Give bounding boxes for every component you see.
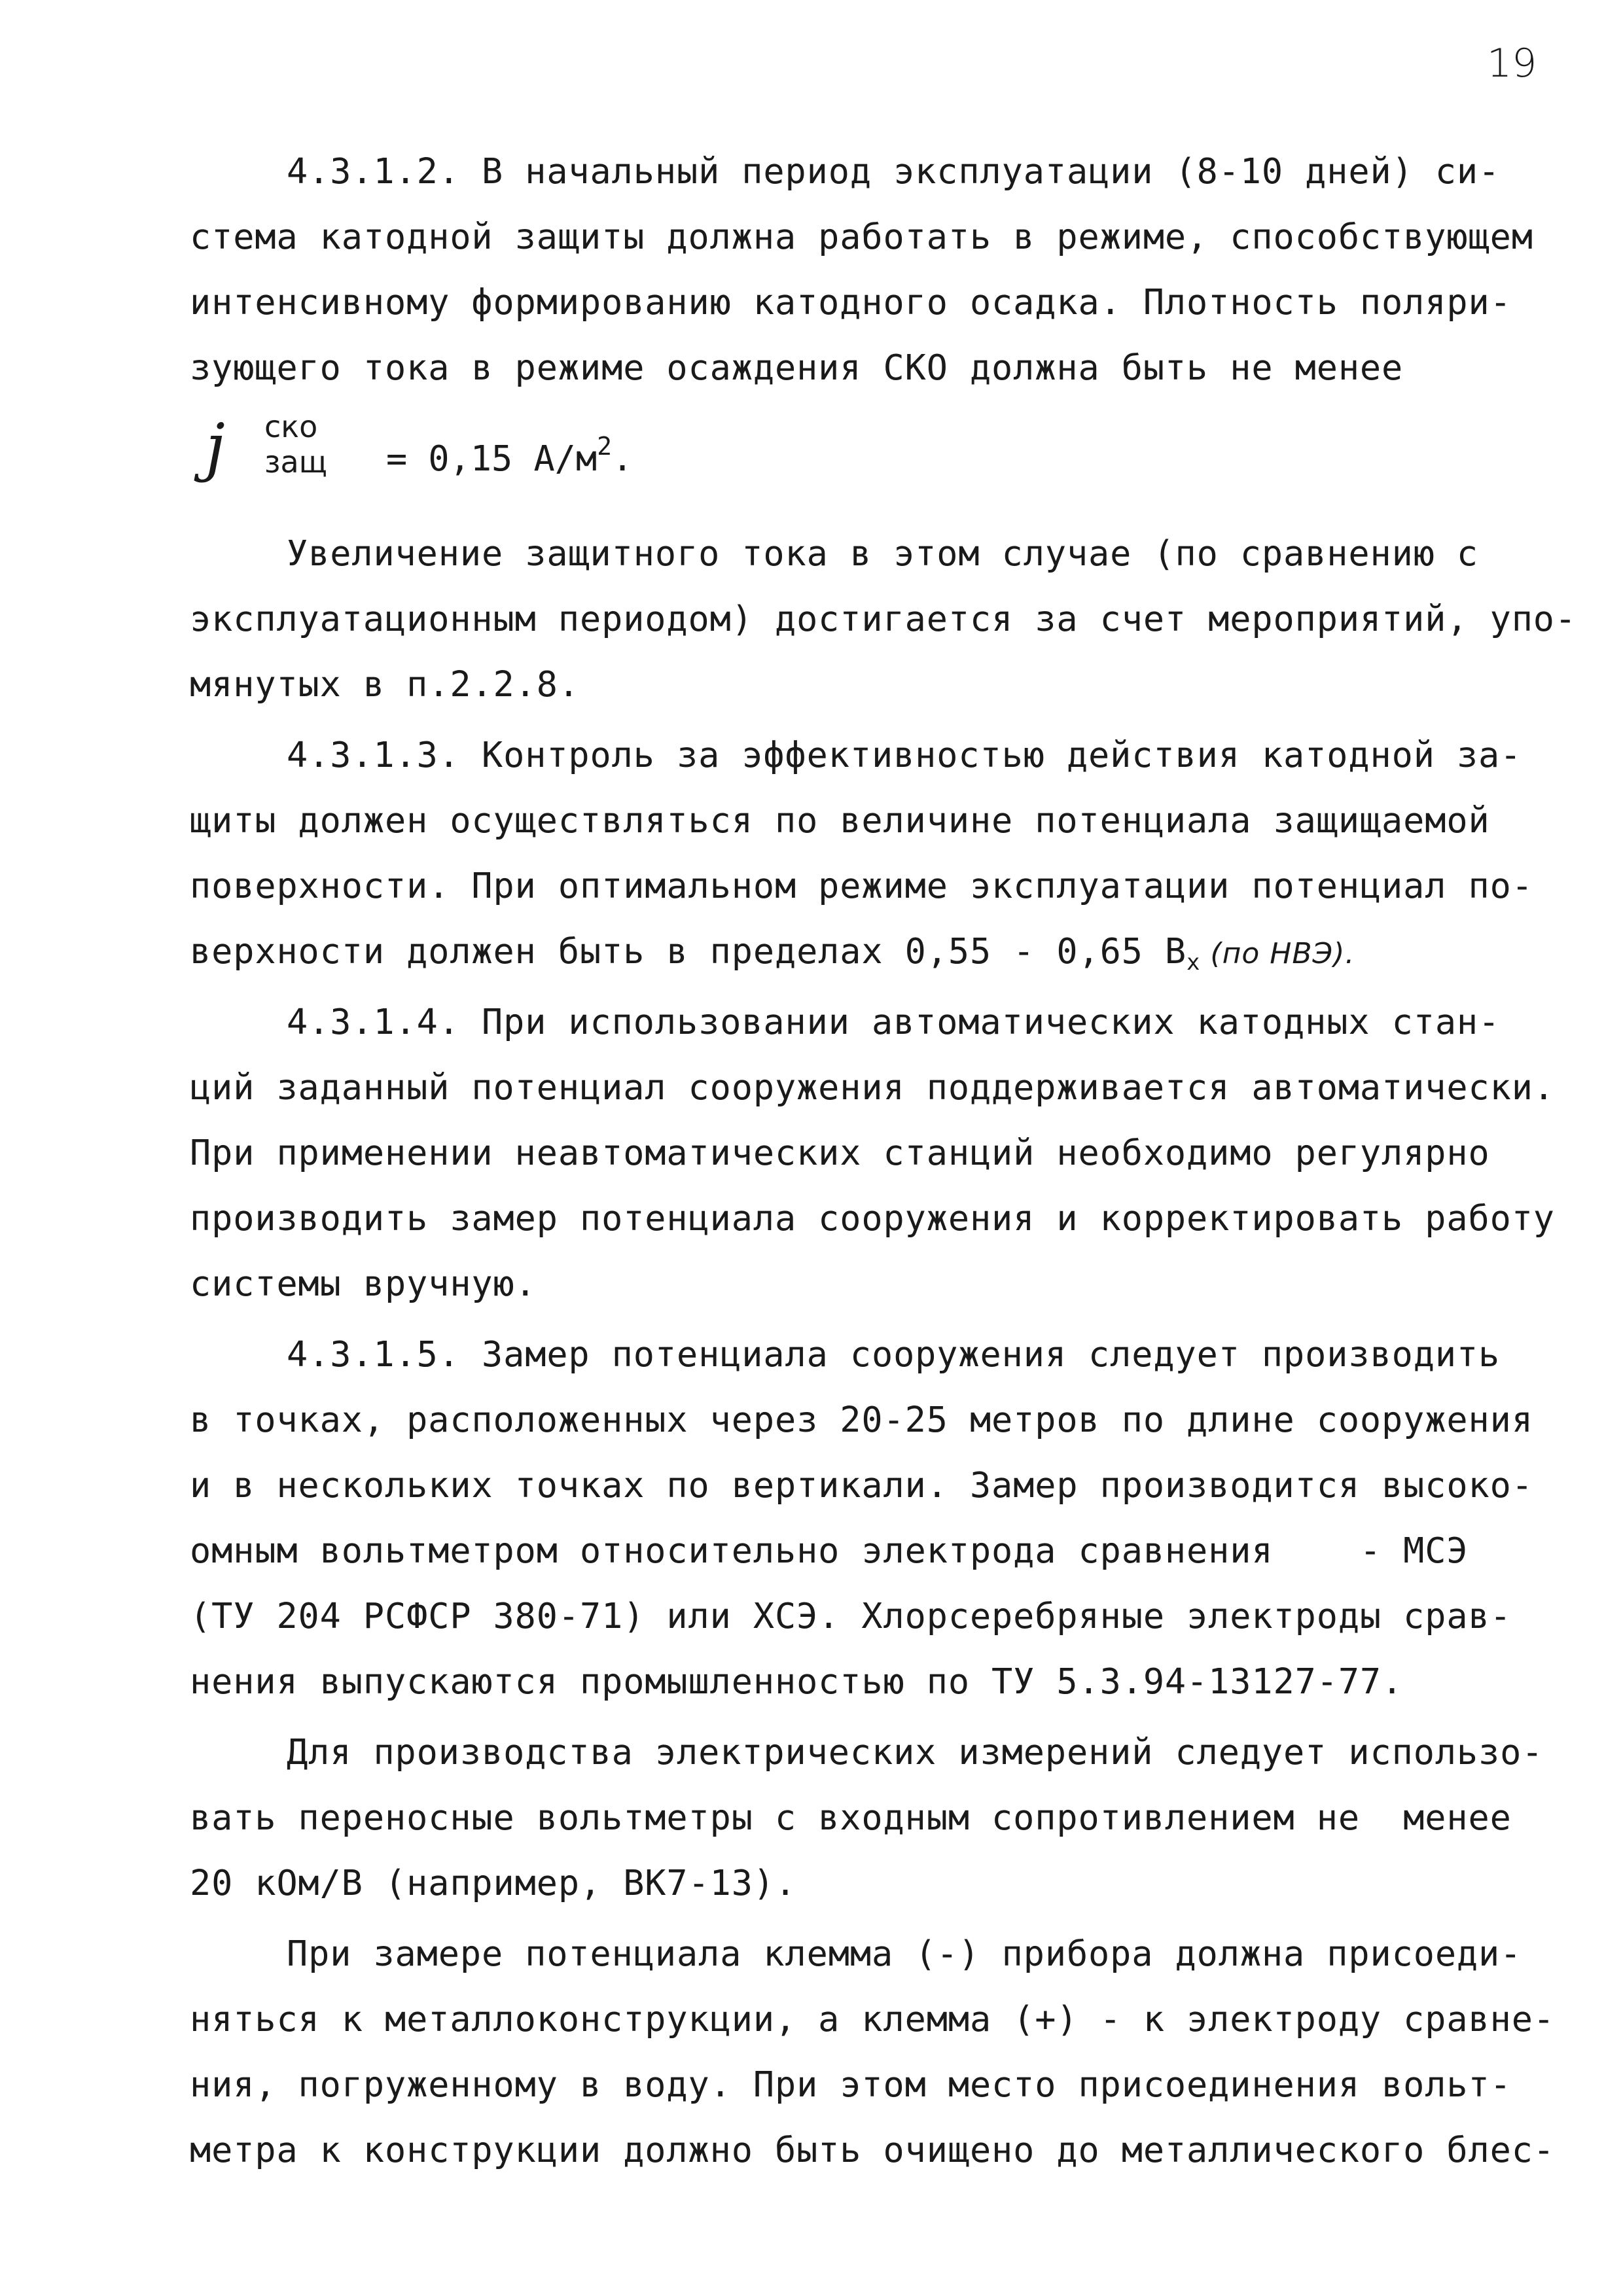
paragraph-4-3-1-3 xyxy=(190,722,1533,984)
formula-tail: . xyxy=(612,438,633,479)
text-line: (ТУ 204 РСФСР 380-71) или ХСЭ. Хлорсеребряные электроды срав- xyxy=(190,1595,1512,1636)
text-line: ций заданный потенциал сооружения поддерживается автоматически. xyxy=(190,1067,1555,1108)
text-line: Для производства электрических измерений следует использо- xyxy=(287,1731,1544,1773)
text-line: зующего тока в режиме осаждения СКО должна быть не менее xyxy=(190,347,1404,388)
paragraph-voltmeters xyxy=(190,1720,1544,1916)
potential-unit-subscript: х xyxy=(1186,949,1201,976)
formula-power: 2 xyxy=(597,432,612,461)
paragraph-4-3-1-2 xyxy=(190,139,1533,400)
text-line: 20 кОм/В (например, ВК7-13). xyxy=(190,1862,797,1903)
text-line: няться к металлоконструкции, а клемма (+) - к электроду сравне- xyxy=(190,1998,1555,2040)
text-line: вать переносные вольтметры с входным сопротивлением не менее xyxy=(190,1797,1512,1838)
text-line: в точках, расположенных через 20-25 метров по длине сооружения xyxy=(190,1399,1533,1440)
text-line: щиты должен осуществляться по величине потенциала защищаемой xyxy=(190,800,1490,841)
text-line: и в нескольких точках по вертикали. Замер производится высоко- xyxy=(190,1464,1533,1506)
text-line: При замере потенциала клемма (-) прибора должна присоеди- xyxy=(287,1933,1522,1974)
text-line: системы вручную. xyxy=(190,1263,537,1304)
text-line: мянутых в п.2.2.8. xyxy=(190,663,580,705)
text-line: интенсивному формированию катодного осадка. Плотность поляри- xyxy=(190,281,1512,323)
paragraph-4-3-1-5 xyxy=(190,1322,1533,1714)
formula-rhs: = 0,15 А/м xyxy=(386,438,597,479)
text-line: стема катодной защиты должна работать в режиме, способствующем xyxy=(190,216,1533,257)
text-line: эксплуатационным периодом) достигается за счет мероприятий, упо- xyxy=(190,598,1577,639)
formula-symbol: j xyxy=(205,410,225,484)
paragraph-protective-current xyxy=(190,521,1577,717)
text-line xyxy=(190,919,1466,984)
text-line: метра к конструкции должно быть очищено до металлического блес- xyxy=(190,2129,1555,2170)
formula-value xyxy=(386,420,633,485)
text-line: 4.3.1.5. Замер потенциала сооружения следует производить xyxy=(287,1333,1501,1375)
text-line: 4.3.1.3. Контроль за эффективностью действия катодной за- xyxy=(287,734,1522,775)
text-line: 4.3.1.4. При использовании автоматических катодных стан- xyxy=(287,1001,1501,1042)
text-line: При применении неавтоматических станций необходимо регулярно xyxy=(190,1132,1490,1173)
potential-range-text: верхности должен быть в пределах 0,55 - 0,65 В xyxy=(190,930,1187,972)
formula-subscript: защ xyxy=(264,444,327,480)
text-line: Увеличение защитного тока в этом случае (по сравнению с xyxy=(287,533,1479,574)
paragraph-measurement-procedure xyxy=(190,1921,1555,2183)
document-body xyxy=(190,139,1577,2183)
handwritten-note: (по НВЭ). xyxy=(1200,937,1355,970)
text-line: производить замер потенциала сооружения и корректировать работу xyxy=(190,1197,1555,1239)
paragraph-4-3-1-4 xyxy=(190,989,1555,1316)
formula-superscript: ско xyxy=(264,409,318,444)
text-line: 4.3.1.2. В начальный период эксплуатации (8-10 дней) си- xyxy=(287,150,1501,192)
text-line: поверхности. При оптимальном режиме эксплуатации потенциал по- xyxy=(190,865,1533,906)
text-line: нения выпускаются промышленностью по ТУ 5.3.94-13127-77. xyxy=(190,1661,1404,1702)
text-line: омным вольтметром относительно электрода сравнения - МСЭ xyxy=(190,1530,1469,1571)
current-density-formula xyxy=(190,409,1466,500)
page-number: 19 xyxy=(1487,41,1537,86)
text-line: ния, погруженному в воду. При этом место присоединения вольт- xyxy=(190,2064,1512,2105)
